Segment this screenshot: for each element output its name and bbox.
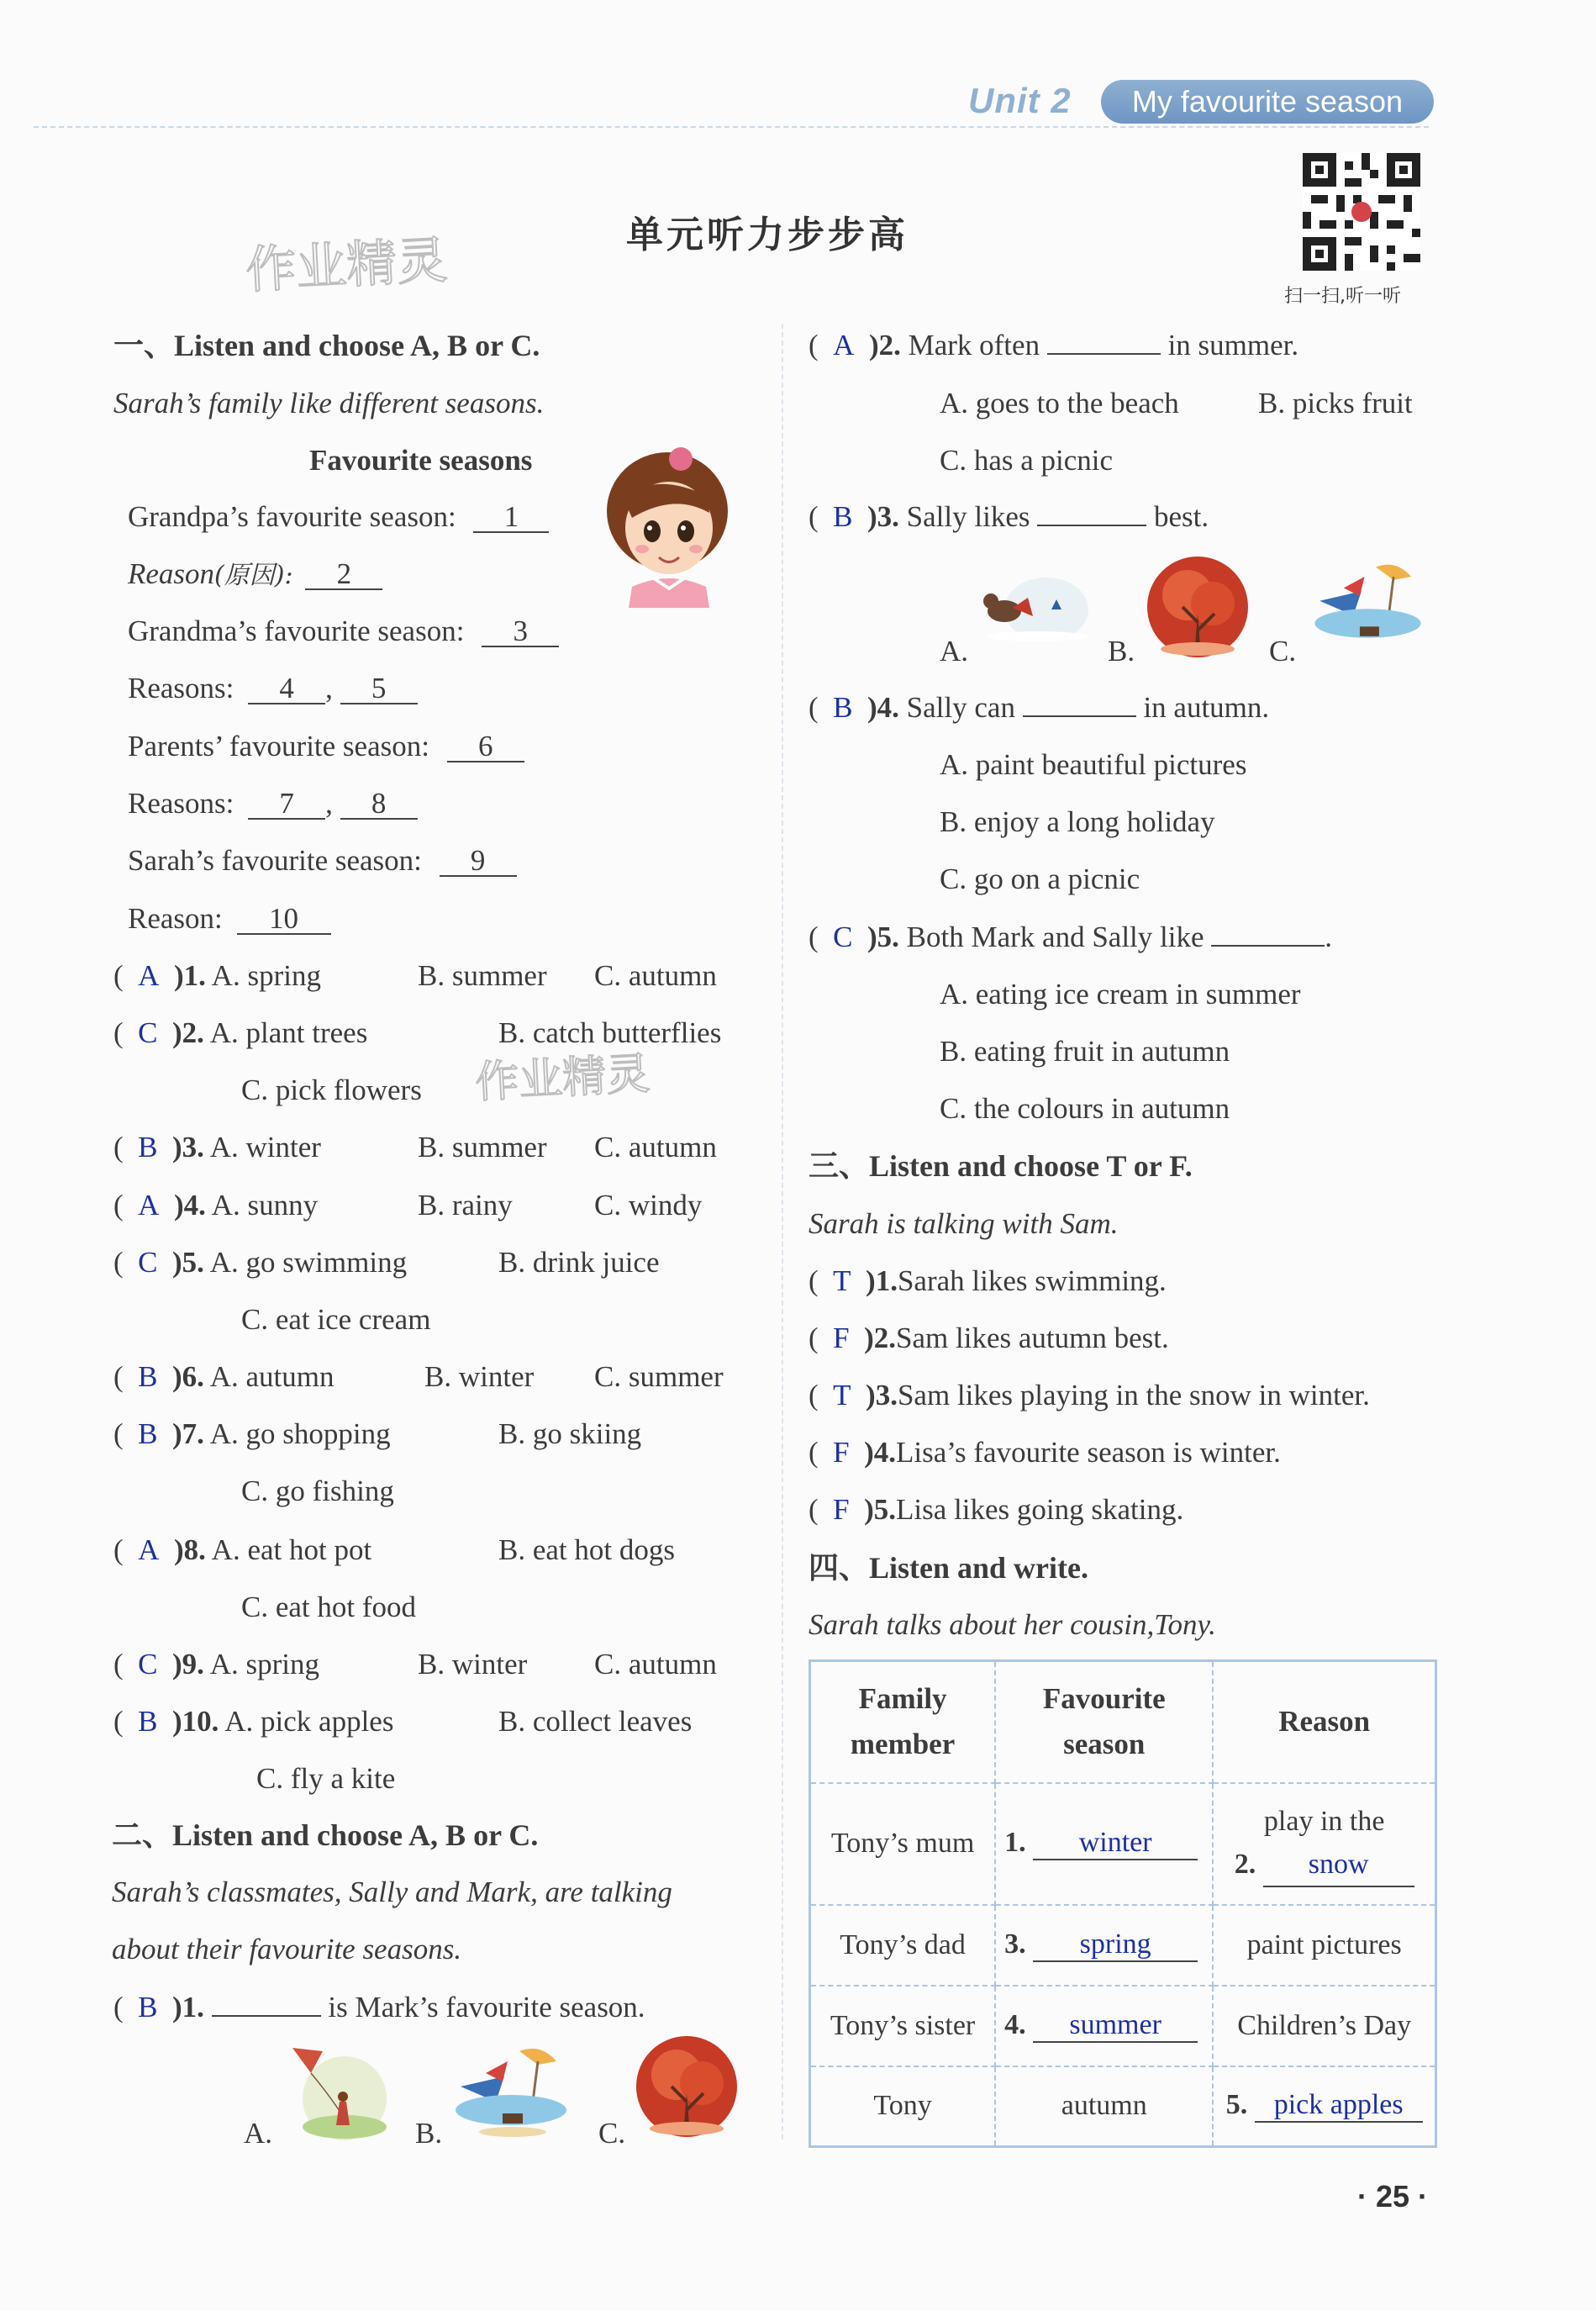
parents-reasons-row: Reasons: 7 , 8 <box>128 789 418 820</box>
winter-snow-picture[interactable] <box>979 559 1093 643</box>
reason-label: Reason: <box>128 902 223 935</box>
question-number: )5. <box>172 1246 204 1279</box>
s2-question-2: ( A )2. Mark often in summer. <box>809 329 1299 361</box>
table-row <box>810 2066 1436 2147</box>
answer-letter[interactable]: C <box>833 921 853 953</box>
section-2-intro-line1: Sarah’s classmates, Sally and Mark, are talking <box>112 1876 672 1908</box>
season-cell: autumn <box>995 2066 1213 2147</box>
girl-illustration <box>598 444 737 608</box>
question-number: )3. <box>866 1379 898 1411</box>
option-c: C. summer <box>594 1360 724 1393</box>
grandma-reasons-row: Reasons: 4 , 5 <box>128 673 418 704</box>
question-number: )5. <box>867 921 899 953</box>
statement-text: Sam likes playing in the snow in winter. <box>897 1379 1370 1411</box>
question-text: is Mark’s favourite season. <box>328 1991 645 2023</box>
option-b: B. rainy <box>418 1189 513 1221</box>
option-c: C. go fishing <box>241 1475 394 1507</box>
statement-text: Sarah likes swimming. <box>897 1264 1167 1297</box>
option-c: C. go on a picnic <box>940 863 1140 895</box>
table-row <box>810 1986 1436 2066</box>
grandpa-label: Grandpa’s favourite season: <box>128 500 456 533</box>
section-3-heading: 三、Listen and choose T or F. <box>809 1149 1193 1183</box>
s1-question-2: ( C )2. A. plant trees <box>113 1016 368 1049</box>
reason-cell: 5. pick apples <box>1213 2066 1435 2147</box>
favourite-seasons-title: Favourite seasons <box>309 444 533 477</box>
answer-blank[interactable] <box>1047 353 1161 355</box>
question-number: )2. <box>868 329 901 361</box>
season-cell: 3. spring <box>995 1905 1213 1986</box>
autumn-tree-picture[interactable] <box>635 2034 740 2140</box>
s1-question-7: ( B )7. A. go shopping <box>113 1417 391 1450</box>
section-4-intro: Sarah talks about her cousin,Tony. <box>809 1608 1216 1641</box>
option-b: B. collect leaves <box>498 1705 693 1738</box>
question-number: )7. <box>172 1417 204 1450</box>
answer-blank[interactable] <box>1211 945 1325 947</box>
question-text: in autumn. <box>1143 691 1270 724</box>
summer-beach-picture[interactable] <box>1307 559 1429 652</box>
question-text: Mark often <box>908 329 1040 361</box>
reason-cell: Children’s Day <box>1213 1986 1435 2066</box>
option-a: A. sunny <box>211 1189 319 1221</box>
question-number: )4. <box>867 691 899 724</box>
question-text: Sally can <box>906 691 1015 724</box>
answer-letter[interactable]: A <box>138 959 160 992</box>
option-a: A. pick apples <box>224 1705 394 1738</box>
s1-question-8: ( A )8. A. eat hot pot <box>113 1533 372 1566</box>
option-a: A. go swimming <box>209 1246 408 1279</box>
header-family-member: Family member <box>810 1661 996 1783</box>
option-a: A. spring <box>211 959 321 992</box>
member-cell: Tony’s sister <box>810 1986 996 2066</box>
option-b: B. go skiing <box>498 1417 642 1450</box>
blank-2[interactable]: 2 <box>305 559 382 590</box>
answer-letter[interactable]: C <box>138 1246 158 1279</box>
section-1-intro: Sarah’s family like different seasons. <box>113 387 545 419</box>
s1-question-9: ( C )9. A. spring <box>113 1648 320 1680</box>
answer-letter[interactable]: F <box>833 1322 850 1354</box>
option-c: C. the colours in autumn <box>940 1092 1230 1125</box>
answer-blank[interactable] <box>1037 525 1146 526</box>
blank-10[interactable]: 10 <box>237 904 331 935</box>
spring-kite-picture[interactable] <box>286 2043 395 2144</box>
grandpa-row <box>128 502 549 533</box>
reason-row <box>128 559 382 590</box>
qr-code-icon[interactable] <box>1303 153 1420 271</box>
answer-letter[interactable]: C <box>138 1648 158 1680</box>
question-number: )4. <box>864 1436 897 1469</box>
page-number: · 25 · <box>1357 2179 1429 2213</box>
section-3-intro: Sarah is talking with Sam. <box>809 1207 1119 1240</box>
option-a: A. eat hot pot <box>211 1533 372 1566</box>
statement-text: Lisa’s favourite season is winter. <box>896 1436 1281 1469</box>
reason-cn-label: (原因): <box>214 561 293 590</box>
member-cell: Tony’s dad <box>810 1905 996 1986</box>
option-c: C. fly a kite <box>256 1762 396 1795</box>
blank-5[interactable]: 5 <box>340 673 418 704</box>
option-b: B. drink juice <box>498 1246 660 1279</box>
option-c: C. eat hot food <box>241 1591 417 1623</box>
option-b: B. eat hot dogs <box>498 1533 675 1566</box>
option-b: B. enjoy a long holiday <box>940 805 1215 838</box>
member-cell: Tony <box>810 2066 996 2147</box>
answer-letter[interactable]: T <box>833 1264 851 1297</box>
s1-question-10: ( B )10. A. pick apples <box>113 1705 394 1738</box>
reason-cell: play in the 2. snow <box>1213 1783 1435 1905</box>
unit-topic-badge: My favourite season <box>1101 80 1434 124</box>
answer-letter[interactable]: B <box>833 691 853 724</box>
header-reason: Reason <box>1213 1661 1435 1783</box>
option-c: C. windy <box>594 1189 703 1221</box>
s3-question-5: ( F )5.Lisa likes going skating. <box>809 1493 1184 1526</box>
answer-letter[interactable]: F <box>833 1436 850 1469</box>
option-b: B. winter <box>424 1360 535 1393</box>
season-cell: 1. winter <box>995 1783 1213 1905</box>
sarah-reason-row <box>128 904 331 935</box>
option-b: B. summer <box>418 959 547 992</box>
reasons-label: Reasons: <box>128 672 234 704</box>
blank-8[interactable]: 8 <box>340 789 418 820</box>
sarah-label: Sarah’s favourite season: <box>128 844 422 877</box>
option-a-label: A. <box>244 2117 273 2150</box>
question-number: )2. <box>172 1016 204 1049</box>
statement-text: Lisa likes going skating. <box>896 1493 1184 1526</box>
question-number: )8. <box>173 1533 206 1566</box>
sarah-row <box>128 846 517 877</box>
s1-question-6: ( B )6. A. autumn <box>113 1360 334 1393</box>
question-number: )3. <box>172 1131 204 1163</box>
table-row <box>810 1905 1436 1986</box>
s1-question-5: ( C )5. A. go swimming <box>113 1246 408 1279</box>
option-c: C. eat ice cream <box>241 1303 431 1336</box>
reason-cell: paint pictures <box>1213 1905 1435 1986</box>
answer-letter[interactable]: B <box>138 1705 158 1738</box>
page-title: 单元听力步步高 <box>626 214 909 256</box>
option-a: A. winter <box>209 1131 321 1163</box>
answer-letter[interactable]: A <box>138 1189 160 1221</box>
blank-3[interactable]: 3 <box>482 616 559 647</box>
answer-blank[interactable] <box>212 2015 321 2017</box>
s2-question-4: ( B )4. Sally can in autumn. <box>809 691 1270 724</box>
answer-letter[interactable]: B <box>833 500 853 533</box>
blank-6[interactable]: 6 <box>447 731 524 762</box>
section-4-heading: 四、Listen and write. <box>809 1551 1089 1585</box>
blank-9[interactable]: 9 <box>440 846 517 877</box>
s2-question-1: ( B )1. is Mark’s favourite season. <box>113 1991 645 2023</box>
question-number: )10. <box>172 1705 219 1738</box>
blank-4[interactable]: 4 <box>248 673 325 704</box>
option-a: A. spring <box>209 1648 320 1680</box>
option-a: A. eating ice cream in summer <box>940 978 1301 1010</box>
qr-caption: 扫一扫,听一听 <box>1284 286 1401 307</box>
question-text: Sally likes <box>906 500 1030 533</box>
answer-letter[interactable]: C <box>138 1016 158 1049</box>
s3-question-2: ( F )2.Sam likes autumn best. <box>809 1322 1169 1354</box>
season-answer[interactable]: winter <box>1033 1827 1198 1860</box>
question-number: )1. <box>866 1264 898 1297</box>
option-b-label: B. <box>415 2117 443 2150</box>
unit-label: Unit 2 <box>968 81 1072 120</box>
option-a: A. plant trees <box>209 1016 368 1049</box>
option-b: B. eating fruit in autumn <box>940 1035 1230 1068</box>
s2-question-5: ( C )5. Both Mark and Sally like . <box>809 921 1333 953</box>
question-text: . <box>1325 921 1333 953</box>
watermark: 作业精灵 <box>473 1048 651 1109</box>
answer-letter[interactable]: B <box>138 1991 158 2023</box>
question-text: Both Mark and Sally like <box>906 921 1204 953</box>
question-number: )3. <box>867 500 899 533</box>
question-text: in summer. <box>1167 329 1299 361</box>
option-b-label: B. <box>1108 635 1135 667</box>
autumn-tree-picture[interactable] <box>1146 555 1251 660</box>
season-answer[interactable]: spring <box>1033 1928 1198 1962</box>
question-number: )2. <box>864 1322 897 1354</box>
answer-letter[interactable]: T <box>833 1379 851 1411</box>
grandma-row <box>128 616 559 647</box>
section-2-intro-line2: about their favourite seasons. <box>112 1933 462 1965</box>
question-text: best. <box>1153 500 1209 533</box>
table-header-row <box>810 1661 1436 1783</box>
listen-and-write-table <box>809 1659 1437 2148</box>
s1-question-1: ( A )1. A. spring <box>113 959 321 992</box>
reason-answer[interactable]: snow <box>1263 1843 1414 1887</box>
answer-letter[interactable]: B <box>138 1131 158 1163</box>
parents-row <box>128 731 524 762</box>
option-b: B. winter <box>418 1648 528 1680</box>
answer-letter[interactable]: F <box>833 1493 850 1526</box>
member-cell: Tony’s mum <box>810 1783 996 1905</box>
summer-beach-picture[interactable] <box>452 2043 570 2140</box>
option-b: B. catch butterflies <box>498 1016 722 1049</box>
section-1-heading: 一、Listen and choose A, B or C. <box>113 329 540 362</box>
question-number: )5. <box>864 1493 897 1526</box>
reasons-label: Reasons: <box>128 787 234 820</box>
option-a: A. autumn <box>209 1360 334 1393</box>
answer-letter[interactable]: A <box>138 1533 160 1566</box>
s3-question-1: ( T )1.Sarah likes swimming. <box>809 1264 1167 1297</box>
question-number: )1. <box>173 959 206 992</box>
table-row <box>810 1783 1436 1905</box>
s2-question-3: ( B )3. Sally likes best. <box>809 500 1209 533</box>
parents-label: Parents’ favourite season: <box>128 730 429 762</box>
s1-question-4: ( A )4. A. sunny <box>113 1189 319 1221</box>
option-a: A. go shopping <box>209 1417 391 1450</box>
reason-answer[interactable]: pick apples <box>1255 2089 1423 2123</box>
s3-question-4: ( F )4.Lisa’s favourite season is winter. <box>809 1436 1281 1469</box>
answer-letter[interactable]: B <box>138 1360 158 1393</box>
question-number: )9. <box>172 1648 204 1680</box>
question-number: )4. <box>173 1189 206 1221</box>
s3-question-3: ( T )3.Sam likes playing in the snow in winter. <box>809 1379 1370 1411</box>
section-2-heading: 二、Listen and choose A, B or C. <box>112 1818 539 1852</box>
option-c: C. autumn <box>594 959 717 992</box>
option-c: C. has a picnic <box>940 444 1114 477</box>
season-cell: 4. summer <box>995 1986 1213 2066</box>
option-a: A. paint beautiful pictures <box>940 748 1247 781</box>
option-c: C. pick flowers <box>241 1074 422 1106</box>
grandma-label: Grandma’s favourite season: <box>128 615 465 647</box>
option-b: B. picks fruit <box>1258 387 1413 419</box>
answer-letter[interactable]: A <box>833 329 855 361</box>
option-b: B. summer <box>418 1131 547 1163</box>
option-a: A. goes to the beach <box>940 387 1179 419</box>
option-c: C. autumn <box>594 1131 717 1163</box>
question-number: )6. <box>172 1360 204 1393</box>
statement-text: Sam likes autumn best. <box>896 1322 1169 1354</box>
column-divider <box>782 324 783 2140</box>
blank-1[interactable]: 1 <box>473 502 549 533</box>
option-a-label: A. <box>940 635 969 667</box>
blank-7[interactable]: 7 <box>248 789 325 820</box>
header-divider <box>34 126 1429 128</box>
watermark: 作业精灵 <box>244 230 449 301</box>
option-c-label: C. <box>1269 635 1297 667</box>
answer-letter[interactable]: B <box>138 1417 158 1450</box>
option-c-label: C. <box>598 2117 626 2150</box>
reason-label: Reason <box>128 557 215 590</box>
answer-blank[interactable] <box>1023 715 1136 717</box>
header-favourite-season: Favourite season <box>995 1661 1213 1783</box>
question-number: )1. <box>172 1991 204 2023</box>
season-answer[interactable]: summer <box>1033 2009 1198 2043</box>
option-c: C. autumn <box>594 1648 717 1680</box>
s1-question-3: ( B )3. A. winter <box>113 1131 321 1163</box>
